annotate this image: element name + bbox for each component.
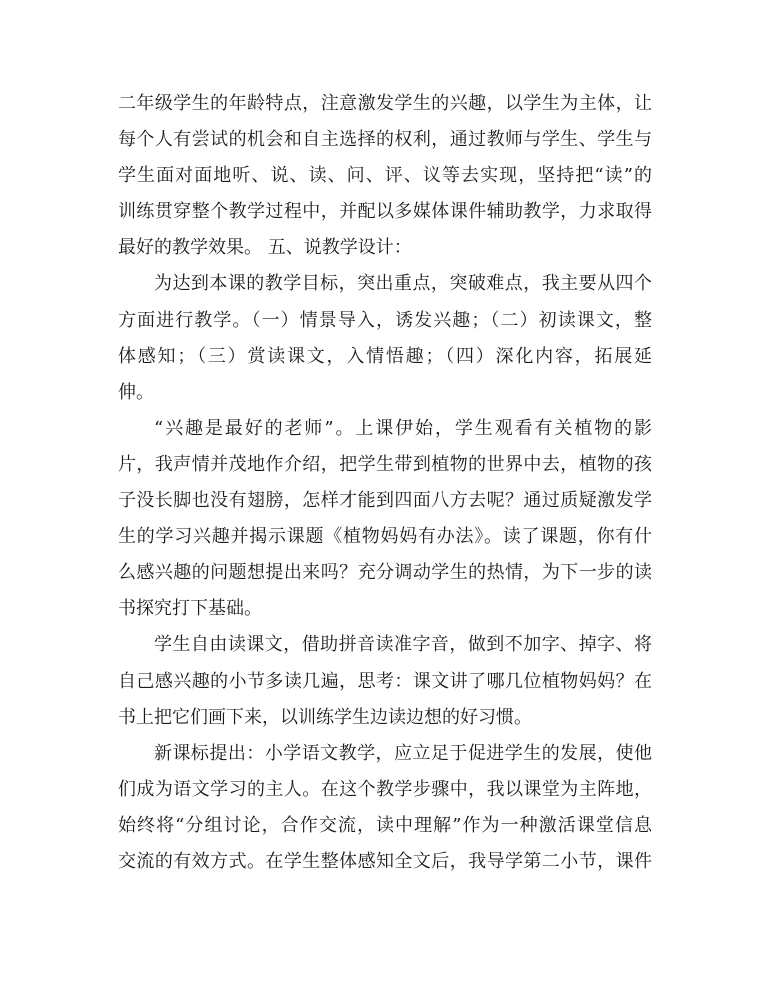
text-line: 方面进行教学。（一）情景导入，诱发兴趣；（二）初读课文，整 bbox=[118, 309, 652, 331]
text-line: 新课标提出：小学语文教学，应立足于促进学生的发展，使他 bbox=[154, 742, 652, 764]
text-line: 为达到本课的教学目标，突出重点，突破难点，我主要从四个 bbox=[154, 273, 652, 295]
text-line: 交流的有效方式。在学生整体感知全文后，我导学第二小节，课件 bbox=[118, 850, 652, 872]
paragraph-5 bbox=[118, 736, 652, 880]
text-line: 训练贯穿整个教学过程中，并配以多媒体课件辅助教学，力求取得 bbox=[118, 201, 652, 223]
paragraph-3 bbox=[118, 411, 652, 628]
text-line: 自己感兴趣的小节多读几遍，思考：课文讲了哪几位植物妈妈？在 bbox=[118, 670, 652, 692]
text-line: 生的学习兴趣并揭示课题《植物妈妈有办法》。读了课题，你有什 bbox=[118, 526, 652, 548]
paragraph-2 bbox=[118, 266, 652, 410]
text-line: 书探究打下基础。 bbox=[118, 598, 262, 620]
text-line: 书上把它们画下来，以训练学生边读边想的好习惯。 bbox=[118, 706, 532, 728]
text-line: 最好的教学效果。 五、说教学设计： bbox=[118, 237, 412, 259]
text-line: 片，我声情并茂地作介绍，把学生带到植物的世界中去，植物的孩 bbox=[118, 453, 652, 475]
paragraph-4 bbox=[118, 627, 652, 735]
paragraph-1 bbox=[118, 86, 652, 266]
text-line: 学生面对面地听、说、读、问、评、议等去实现，坚持把“读”的 bbox=[118, 165, 652, 187]
text-line: 学生自由读课文，借助拼音读准字音，做到不加字、掉字、将 bbox=[154, 634, 652, 656]
text-line: 子没长脚也没有翅膀，怎样才能到四面八方去呢？通过质疑激发学 bbox=[118, 490, 652, 512]
text-line: 始终将“分组讨论，合作交流，读中理解”作为一种激活课堂信息 bbox=[118, 814, 652, 836]
document-page bbox=[118, 86, 652, 880]
text-line: 每个人有尝试的机会和自主选择的权利，通过教师与学生、学生与 bbox=[118, 129, 652, 151]
text-line: 二年级学生的年龄特点，注意激发学生的兴趣，以学生为主体，让 bbox=[118, 93, 652, 114]
text-line: 伸。 bbox=[118, 381, 154, 403]
text-line: “兴趣是最好的老师”。上课伊始，学生观看有关植物的影 bbox=[154, 417, 652, 439]
text-line: 么感兴趣的问题想提出来吗？充分调动学生的热情，为下一步的读 bbox=[118, 562, 652, 584]
text-line: 体感知；（三）赏读课文，入情悟趣；（四）深化内容，拓展延 bbox=[118, 345, 652, 367]
text-line: 们成为语文学习的主人。在这个教学步骤中，我以课堂为主阵地， bbox=[118, 778, 652, 800]
